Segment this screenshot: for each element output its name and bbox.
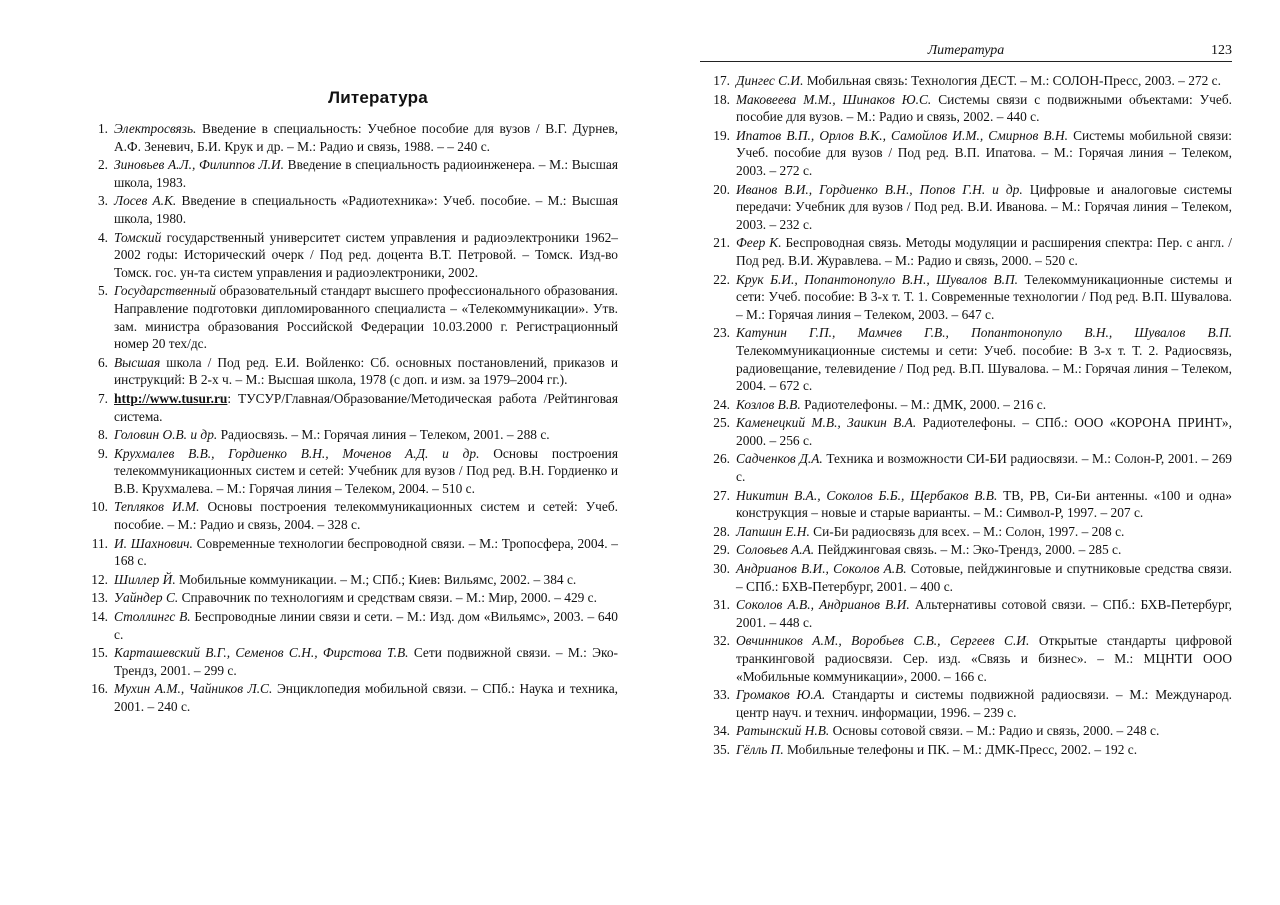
bibliography-entry xyxy=(700,722,1232,740)
bibliography-entry xyxy=(78,571,618,589)
entry-number: 29. xyxy=(713,542,730,558)
entry-text: образовательный стандарт высшего профессионального образования. Направление подготовки дипломированного специалиста – «Телекоммуникации». Утв. зам. министра образования Российской Федерации 10.03.2000 г. Регистрационный номер 20 тех/дс. xyxy=(114,283,618,352)
entry-authors: Шиллер Й. xyxy=(114,571,176,587)
bibliography-entry xyxy=(700,450,1232,485)
entry-text: Введение в специальность: Учебное пособие для вузов / В.Г. Дурнев, А.Ф. Зеневич, Б.И. Крук и др. – М.: Радио и связь, 1988. – – 240 с. xyxy=(114,121,618,154)
entry-authors: Государственный xyxy=(114,283,216,299)
bibliography-entry xyxy=(78,229,618,282)
entry-authors: Электросвязь. xyxy=(114,121,197,136)
entry-number: 17. xyxy=(713,73,730,88)
bibliography-entry xyxy=(700,414,1232,449)
page-number: 123 xyxy=(1211,43,1232,58)
bibliography-entry xyxy=(78,680,618,715)
entry-authors: Катунин Г.П., Мамчев Г.В., Попантонопуло В.Н., Шувалов В.П. xyxy=(736,325,1232,341)
right-page xyxy=(700,42,1232,760)
entry-text: Стандарты и системы подвижной радиосвязи. – М.: Международ. центр науч. и технич. информации, 1996. – 239 с. xyxy=(736,687,1232,720)
entry-text: Си-Би радиосвязь для всех. – М.: Солон, 1997. – 208 с. xyxy=(809,523,1125,539)
bibliography-entry xyxy=(700,523,1232,541)
entry-authors: Уайндер С. xyxy=(114,590,179,606)
entry-text: Мобильные коммуникации. – М.; СПб.; Киев: Вильямс, 2002. – 384 с. xyxy=(175,571,577,587)
entry-number: 13. xyxy=(91,590,108,606)
bibliography-entry xyxy=(700,271,1232,324)
entry-text: Радиотелефоны. – М.: ДМК, 2000. – 216 с. xyxy=(800,396,1047,412)
entry-number: 30. xyxy=(713,561,730,577)
entry-text: Мобильная связь: Технология ДЕСТ. – М.: СОЛОН-Пресс, 2003. – 272 с. xyxy=(803,73,1221,88)
entry-text: Техника и возможности СИ-БИ радиосвязи. – М.: Солон-Р, 2001. – 269 с. xyxy=(736,451,1232,485)
entry-number: 2. xyxy=(97,157,108,173)
entry-text: Основы построения телекоммуникационных систем и сетей: Учебник для вузов / Под ред. В.Н. Гордиенко и В.В. Крухмалева. – М.: Горячая линия – Телеком, 2004. – 510 с. xyxy=(114,445,618,496)
entry-authors: Мухин А.М., Чайников Л.С. xyxy=(114,681,273,697)
entry-number: 15. xyxy=(91,645,108,661)
entry-text: Справочник по технологиям и средствам связи. – М.: Мир, 2000. – 429 с. xyxy=(178,590,597,606)
entry-number: 14. xyxy=(91,609,108,625)
entry-link[interactable]: http://www.tusur.ru xyxy=(114,390,228,406)
bibliography-entry xyxy=(78,354,618,389)
entry-text: Альтернативы сотовой связи. – СПб.: БХВ-Петербург, 2001. – 448 с. xyxy=(736,597,1232,630)
bibliography-entry xyxy=(78,589,618,607)
entry-authors: Садченков Д.А. xyxy=(736,451,823,467)
bibliography-entry xyxy=(700,72,1232,90)
entry-authors: Карташевский В.Г., Семенов С.Н., Фирстова Т.В. xyxy=(114,645,409,661)
entry-authors: Высшая xyxy=(114,354,161,370)
entry-text: Открытые стандарты цифровой транкинговой радиосвязи. Сер. изд. «Связь и бизнес». – М.: МЦНТИ ООО «Мобильные коммуникации», 2000. – 166 с. xyxy=(736,633,1232,684)
entry-number: 28. xyxy=(713,523,730,539)
entry-number: 34. xyxy=(713,723,730,739)
entry-authors: Каменецкий М.В., Заикин В.А. xyxy=(736,415,917,431)
entry-number: 32. xyxy=(713,633,730,649)
entry-authors: Никитин В.А., Соколов Б.Б., Щербаков В.В. xyxy=(736,487,998,503)
entry-authors: Дингес С.И. xyxy=(736,73,804,88)
bibliography-entry xyxy=(78,445,618,498)
entry-number: 10. xyxy=(91,499,108,515)
bibliography-entry xyxy=(700,127,1232,180)
entry-authors: Соловьев А.А. xyxy=(736,542,815,558)
bibliography-list-left xyxy=(78,120,618,716)
entry-text: государственный университет систем управления и радиоэлектроники 1962–2002 годы: Исторический очерк / Под ред. доцента В.Т. Петровой. – Томск. Изд-во Томск. гос. ун-та систем управления и радиоэлектроники, 2002. xyxy=(114,229,618,280)
entry-text: Беспроводные линии связи и сети. – М.: Изд. дом «Вильямс», 2003. – 640 с. xyxy=(114,609,618,642)
entry-authors: Лосев А.К. xyxy=(114,193,177,209)
entry-authors: И. Шахнович. xyxy=(114,535,193,551)
entry-text: : ТУСУР/Главная/Образование/Методическая работа /Рейтинговая система. xyxy=(114,390,618,424)
bibliography-list-right xyxy=(700,72,1232,759)
page-title: Литература xyxy=(328,88,428,107)
bibliography-entry xyxy=(700,91,1232,126)
entry-number: 26. xyxy=(713,451,730,467)
entry-text: Беспроводная связь. Методы модуляции и расширения спектра: Пер. с англ. / Под ред. В.И. Журавлева. – М.: Радио и связь, 2000. – 520 с. xyxy=(736,235,1232,268)
bibliography-entry xyxy=(700,396,1232,414)
entry-text: Мобильные телефоны и ПК. – М.: ДМК-Пресс, 2002. – 192 с. xyxy=(783,741,1138,757)
bibliography-entry xyxy=(78,192,618,227)
entry-number: 16. xyxy=(91,681,108,697)
bibliography-entry xyxy=(700,487,1232,522)
entry-text: Сети подвижной связи. – М.: Эко-Трендз, 2001. – 299 с. xyxy=(114,645,618,678)
entry-text: Телекоммуникационные системы и сети: Учеб. пособие: В 3-х т. Т. 2. Радиосвязь, радиовещание, телевидение / Под ред. В.П. Шувалова. – М.: Горячая линия – Телеком, 2004. – 672 с. xyxy=(736,342,1232,394)
bibliography-entry xyxy=(700,541,1232,559)
bibliography-entry xyxy=(78,608,618,643)
entry-number: 20. xyxy=(713,181,730,197)
entry-text: Сотовые, пейджинговые и спутниковые средства связи. – СПб.: БХВ-Петербург, 2001. – 400 с. xyxy=(736,561,1233,594)
entry-authors: Соколов А.В., Андрианов В.И. xyxy=(736,597,910,613)
entry-text: Радиотелефоны. – СПб.: ООО «КОРОНА ПРИНТ», 2000. – 256 с. xyxy=(736,415,1232,448)
bibliography-entry xyxy=(700,560,1232,595)
entry-number: 9. xyxy=(97,445,108,461)
entry-number: 25. xyxy=(713,415,730,431)
bibliography-entry xyxy=(78,498,618,533)
entry-text: школа / Под ред. Е.И. Войленко: Сб. основных постановлений, приказов и инструкций: В 2-х ч. – М.: Высшая школа, 1978 (с доп. и изм. за 1979–2004 гг.). xyxy=(114,354,618,388)
bibliography-entry xyxy=(78,390,618,425)
entry-authors: Зиновьев А.Л., Филиппов Л.И. xyxy=(114,157,284,173)
running-header xyxy=(700,42,1232,62)
entry-number: 1. xyxy=(97,121,108,136)
entry-number: 11. xyxy=(91,535,108,551)
entry-text: Введение в специальность радиоинженера. – М.: Высшая школа, 1983. xyxy=(114,157,618,190)
entry-number: 21. xyxy=(713,235,730,251)
bibliography-entry xyxy=(78,426,618,444)
entry-authors: Крук Б.И., Попантонопуло В.Н., Шувалов В.П. xyxy=(736,271,1019,287)
entry-number: 31. xyxy=(713,597,730,613)
entry-authors: Лапшин Е.Н. xyxy=(736,523,810,539)
entry-text: Современные технологии беспроводной связи. – М.: Тропосфера, 2004. – 168 с. xyxy=(114,535,618,569)
entry-number: 3. xyxy=(97,193,108,209)
entry-number: 18. xyxy=(713,91,730,107)
entry-number: 24. xyxy=(713,396,730,412)
entry-text: Цифровые и аналоговые системы передачи: Учебник для вузов / Под ред. В.И. Иванова. – М.: Горячая линия – Телеком, 2003. – 232 с. xyxy=(736,181,1233,232)
entry-text: Введение в специальность «Радиотехника»: Учеб. пособие. – М.: Высшая школа, 1980. xyxy=(114,193,619,226)
bibliography-entry xyxy=(78,535,618,570)
entry-text: Телекоммуникационные системы и сети: Учеб. пособие: В 3-х т. Т. 1. Современные технологии / Под ред. В.П. Шувалова. – М.: Горячая линия – Телеком, 2003. – 647 с. xyxy=(736,271,1232,322)
bibliography-entry xyxy=(78,156,618,191)
entry-text: Системы связи с подвижными объектами: Учеб. пособие для вузов. – М.: Радио и связь, 2002. – 440 с. xyxy=(736,91,1232,125)
entry-number: 22. xyxy=(713,271,730,287)
entry-authors: Андрианов В.И., Соколов А.В. xyxy=(736,561,907,577)
entry-authors: Козлов В.В. xyxy=(736,396,801,412)
entry-authors: Иванов В.И., Гордиенко В.Н., Попов Г.Н. и др. xyxy=(736,181,1023,197)
entry-authors: Феер К. xyxy=(736,235,782,251)
entry-number: 19. xyxy=(713,127,730,143)
entry-number: 5. xyxy=(97,283,108,299)
entry-number: 35. xyxy=(713,741,730,757)
bibliography-entry xyxy=(78,644,618,679)
entry-authors: Головин О.В. и др. xyxy=(114,427,218,443)
bibliography-entry xyxy=(700,632,1232,685)
entry-authors: Столлингс В. xyxy=(114,609,191,625)
bibliography-entry xyxy=(78,282,618,352)
entry-number: 6. xyxy=(97,354,108,370)
entry-text: Радиосвязь. – М.: Горячая линия – Телеком, 2001. – 288 с. xyxy=(217,427,550,443)
entry-authors: Томский xyxy=(114,229,162,245)
bibliography-entry xyxy=(78,120,618,155)
entry-text: Пейджинговая связь. – М.: Эко-Трендз, 2000. – 285 с. xyxy=(814,542,1122,558)
entry-text: Системы мобильной связи: Учеб. пособие для вузов / Под ред. В.П. Ипатова. – М.: Горячая линия – Телеком, 2003. – 272 с. xyxy=(736,127,1232,178)
entry-authors: Овчинников А.М., Воробьев С.В., Сергеев С.И. xyxy=(736,633,1030,649)
bibliography-entry xyxy=(700,181,1232,234)
entry-number: 33. xyxy=(713,687,730,703)
entry-authors: Тепляков И.М. xyxy=(114,499,200,515)
entry-number: 4. xyxy=(97,229,108,245)
entry-text: Основы построения телекоммуникационных систем и сетей: Учеб. пособие. – М.: Радио и связь, 2004. – 328 с. xyxy=(114,499,619,533)
entry-authors: Ратынский Н.В. xyxy=(736,723,830,739)
entry-text: Энциклопедия мобильной связи. – СПб.: Наука и техника, 2001. – 240 с. xyxy=(114,681,618,714)
entry-authors: Громаков Ю.А. xyxy=(736,687,826,703)
bibliography-entry xyxy=(700,686,1232,721)
entry-number: 27. xyxy=(713,487,730,503)
bibliography-entry xyxy=(700,324,1232,394)
bibliography-entry xyxy=(700,741,1232,759)
bibliography-entry xyxy=(700,234,1232,269)
bibliography-entry xyxy=(700,596,1232,631)
entry-authors: Ипатов В.П., Орлов В.К., Самойлов И.М., Смирнов В.Н. xyxy=(736,127,1068,143)
entry-number: 7. xyxy=(97,390,108,406)
entry-number: 23. xyxy=(713,325,730,341)
entry-authors: Крухмалев В.В., Гордиенко В.Н., Моченов А.Д. и др. xyxy=(114,445,480,461)
entry-number: 12. xyxy=(91,571,108,587)
running-title: Литература xyxy=(927,43,1005,58)
left-page xyxy=(78,88,618,717)
entry-number: 8. xyxy=(97,427,108,443)
entry-text: ТВ, РВ, Си-Би антенны. «100 и одна» конструкция – новые и старые варианты. – М.: Символ-Р, 1997. – 207 с. xyxy=(736,487,1232,521)
entry-text: Основы сотовой связи. – М.: Радио и связь, 2000. – 248 с. xyxy=(829,723,1160,739)
entry-authors: Маковеева М.М., Шинаков Ю.С. xyxy=(736,91,932,107)
entry-authors: Гёлль П. xyxy=(736,741,784,757)
